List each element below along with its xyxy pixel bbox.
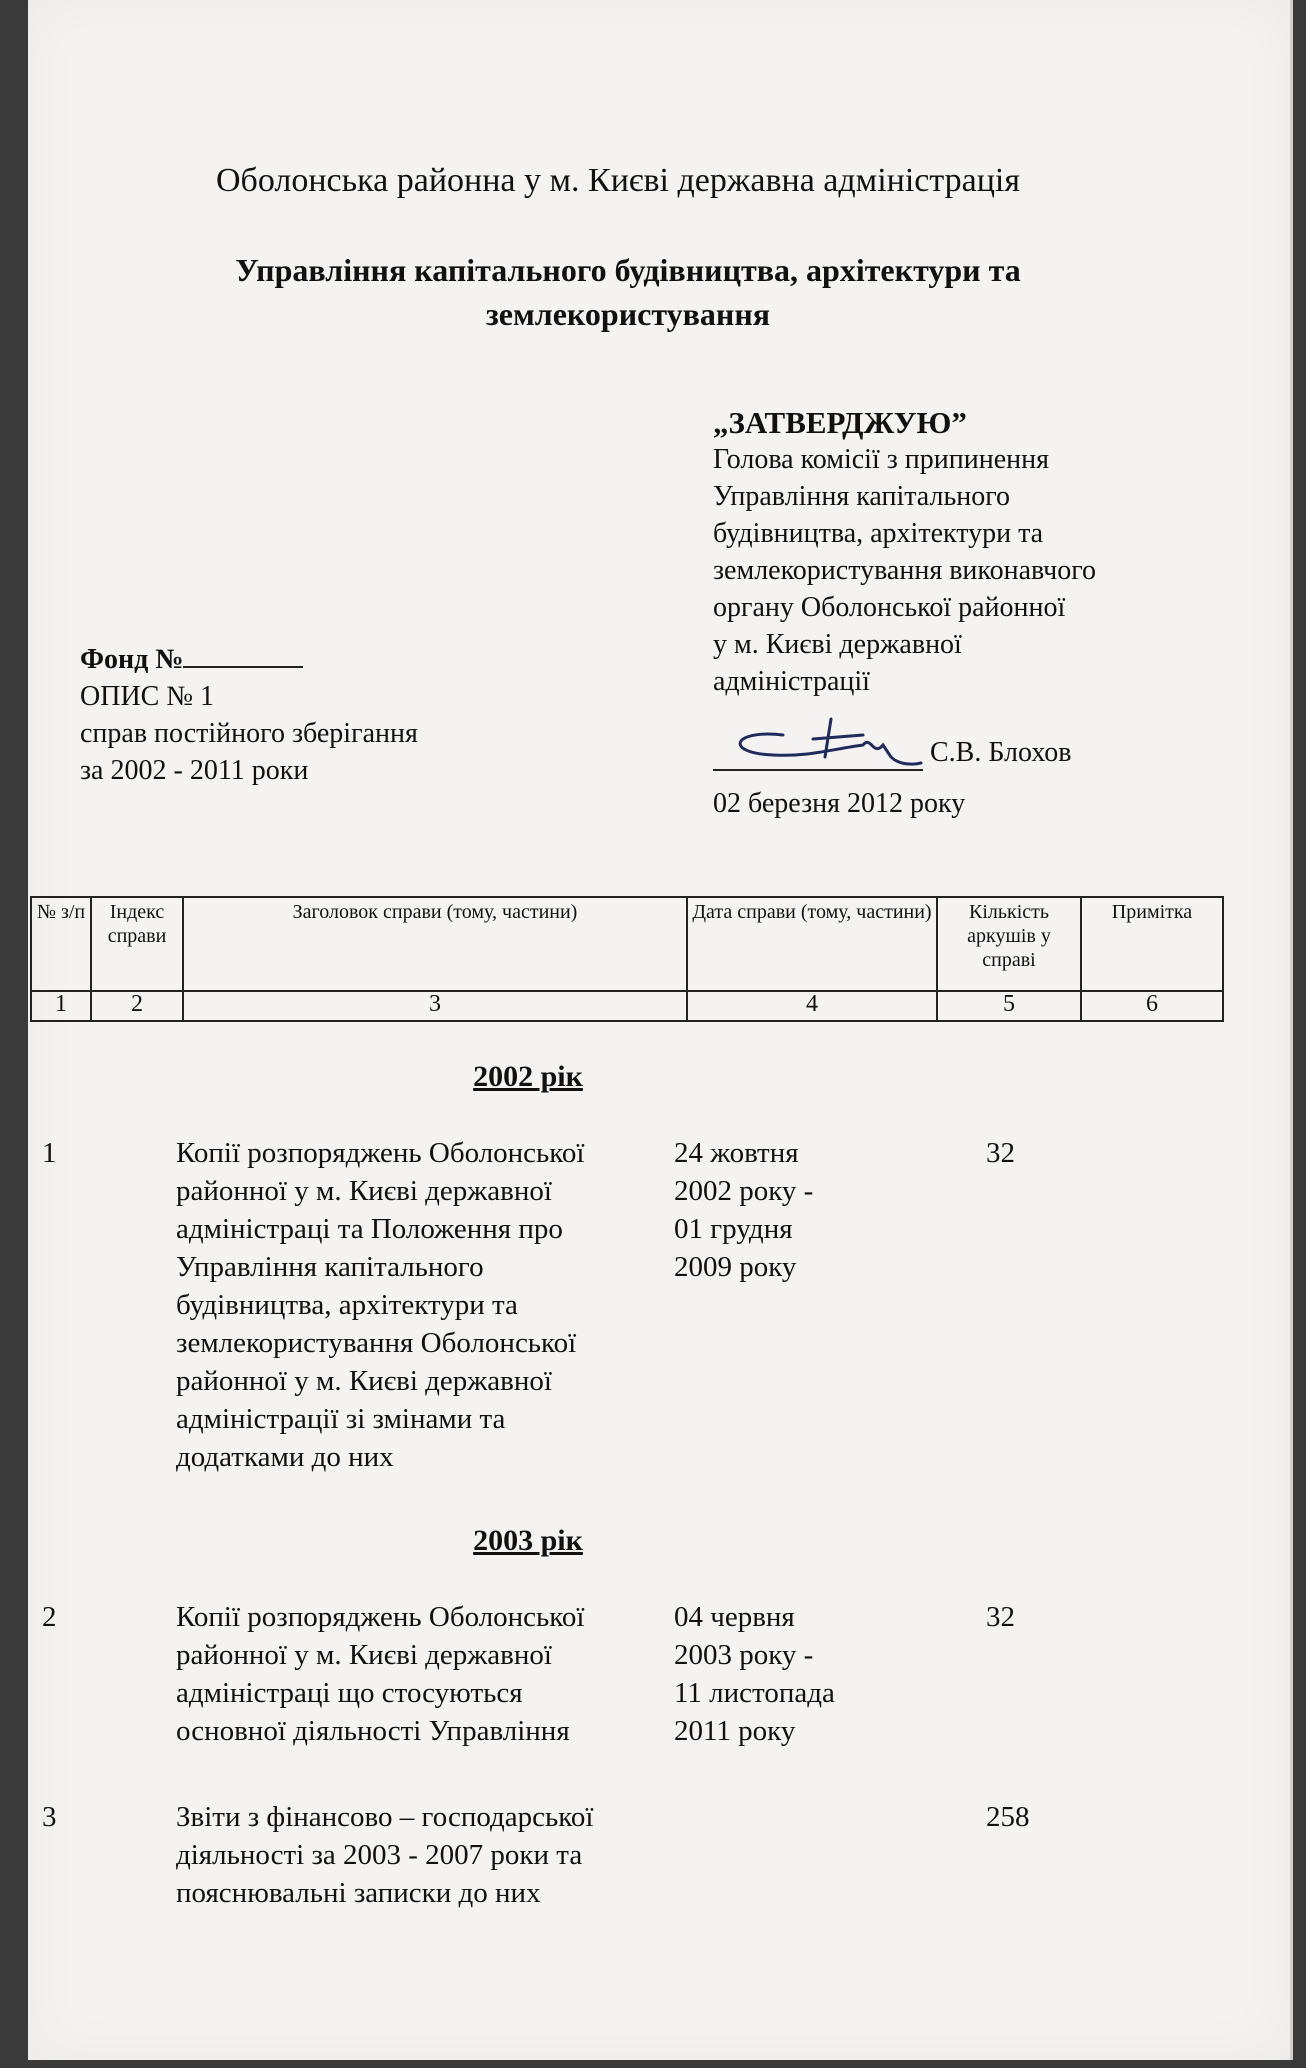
entry-date	[674, 1598, 894, 1750]
year-heading: 2002 рік	[473, 1060, 583, 1093]
signature-scribble	[713, 705, 923, 769]
entry-title-line: районної у м. Києві державної	[176, 1175, 552, 1207]
entry-date-line: 2003 року -	[674, 1639, 814, 1671]
department-line-2: землекористування	[485, 296, 771, 332]
entry-title-line: землекористування Оболонської	[176, 1327, 577, 1359]
entry-date-line: 11 листопада	[674, 1677, 835, 1709]
entry-title-line: додатками до них	[176, 1441, 394, 1473]
entry-number: 1	[42, 1137, 57, 1169]
fond-number	[80, 640, 418, 678]
header-row	[31, 897, 1223, 991]
column-numbers-row	[31, 991, 1223, 1021]
approval-line: органу Оболонської районної	[713, 592, 1066, 623]
entry-title-line: основної діяльності Управління	[176, 1715, 570, 1747]
col-index-header: Індекс справи	[91, 897, 183, 991]
entry-sheets: 32	[986, 1601, 1015, 1633]
approval-line: Голова комісії з припинення	[713, 444, 1049, 475]
col-note-header: Примітка	[1081, 897, 1223, 991]
approval-block	[713, 404, 1233, 822]
entry-date-line: 24 жовтня	[674, 1137, 799, 1169]
department-line-1: Управління капітального будівництва, архітектури та	[235, 252, 1021, 288]
approval-line: землекористування виконавчого	[713, 555, 1097, 586]
opys-period: за 2002 - 2011 роки	[80, 755, 309, 786]
signature-line	[713, 734, 1233, 771]
entry-title-line: адміністраці та Положення про	[176, 1213, 563, 1245]
signature	[713, 739, 923, 771]
approval-line: у м. Києві державної	[713, 629, 962, 660]
entry-date-line: 04 червня	[674, 1601, 795, 1633]
entry-title	[176, 1798, 676, 1912]
column-number: 4	[687, 991, 937, 1021]
col-date-header: Дата справи (тому, частини)	[687, 897, 937, 991]
approval-line: будівництва, архітектури та	[713, 518, 1044, 549]
signer-name: С.В. Блохов	[930, 737, 1072, 768]
inventory-table-header	[30, 896, 1224, 1022]
column-number: 5	[937, 991, 1081, 1021]
entry-date-line: 2002 року -	[674, 1175, 814, 1207]
entry-title-line: Копії розпоряджень Оболонської	[176, 1601, 585, 1633]
entry-title	[176, 1598, 676, 1750]
fond-label: Фонд №	[80, 644, 184, 675]
entry-title	[176, 1134, 676, 1476]
approval-title: „ЗАТВЕРДЖУЮ”	[713, 405, 967, 440]
entry-sheets: 32	[986, 1137, 1015, 1169]
column-number: 1	[31, 991, 91, 1021]
opys-type: справ постійного зберігання	[80, 718, 418, 749]
col-title-header: Заголовок справи (тому, частини)	[183, 897, 687, 991]
entry-date-line: 2011 року	[674, 1715, 796, 1747]
entry-title-line: Звіти з фінансово – господарської	[176, 1801, 594, 1833]
entry-date-line: 01 грудня	[674, 1213, 793, 1245]
opys-number: ОПИС № 1	[80, 681, 215, 712]
entry-number: 2	[42, 1601, 57, 1633]
entry-title-line: Копії розпоряджень Оболонської	[176, 1137, 585, 1169]
approval-line: Управління капітального	[713, 481, 1010, 512]
document-page	[28, 0, 1293, 2060]
col-number-header: № з/п	[31, 897, 91, 991]
fond-number-blank	[183, 640, 303, 668]
entry-title-line: пояснювальні записки до них	[176, 1877, 541, 1909]
entry-title-line: Управління капітального	[176, 1251, 484, 1283]
year-heading: 2003 рік	[473, 1524, 583, 1557]
entry-date-line: 2009 року	[674, 1251, 797, 1283]
column-number: 2	[91, 991, 183, 1021]
approval-line: адміністрації	[713, 666, 870, 697]
department-title	[128, 248, 1128, 336]
entry-title-line: діяльності за 2003 - 2007 роки та	[176, 1839, 583, 1871]
column-number: 3	[183, 991, 687, 1021]
entry-date	[674, 1134, 894, 1286]
entry-title-line: районної у м. Києві державної	[176, 1365, 552, 1397]
entry-sheets: 258	[986, 1801, 1030, 1833]
column-number: 6	[1081, 991, 1223, 1021]
entry-title-line: адміністраці що стосуються	[176, 1677, 523, 1709]
approval-date: 02 березня 2012 року	[713, 788, 966, 819]
entry-title-line: будівництва, архітектури та	[176, 1289, 518, 1321]
entry-title-line: адміністрації зі змінами та	[176, 1403, 506, 1435]
organization-title: Оболонська районна у м. Києві державна адміністрація	[215, 162, 1021, 199]
entry-number: 3	[42, 1801, 57, 1833]
col-sheets-header: Кількість аркушів у справі	[937, 897, 1081, 991]
entry-title-line: районної у м. Києві державної	[176, 1639, 552, 1671]
fond-block	[80, 640, 418, 789]
